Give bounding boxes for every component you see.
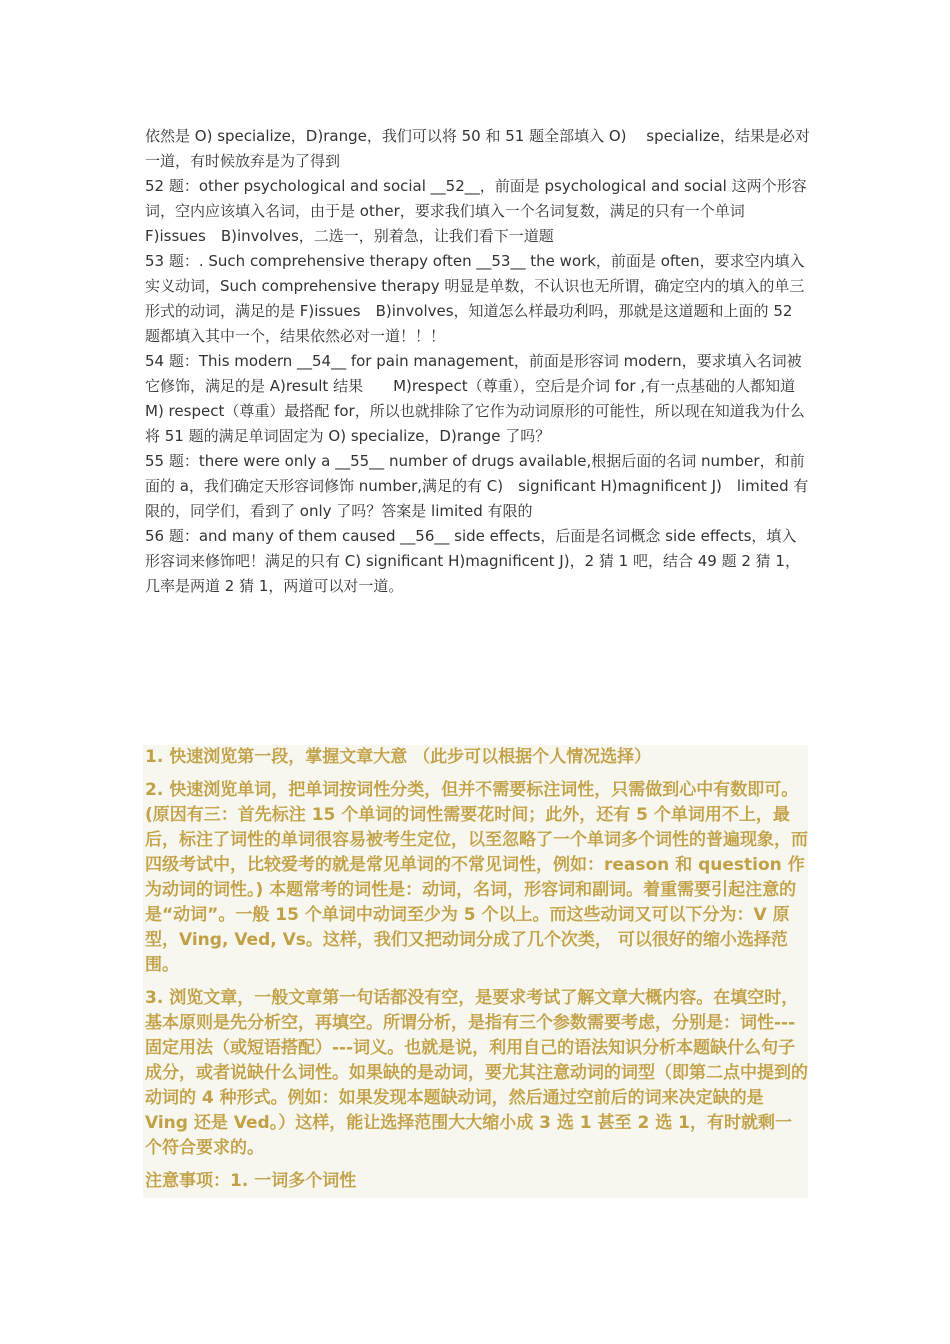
answer-analysis-section bbox=[145, 124, 810, 599]
tip-step-1: 1. 快速浏览第一段，掌握文章大意 （此步可以根据个人情况选择） bbox=[145, 747, 652, 767]
analysis-paragraph-52: 52 题：other psychological and social __52__，前面是 psychological and social 这两个形容词，空内应该填入名词，由于是 other，要求我们填入一个名词复数，满足的只有一个单词 F)issues B)involves，二选一，别着急，让我们看下一道题 bbox=[145, 177, 807, 245]
strategy-tips-section bbox=[143, 745, 808, 1198]
analysis-paragraph-54: 54 题：This modern __54__ for pain management，前面是形容词 modern，要求填入名词被它修饰，满足的是 A)result 结果 M)respect（尊重），空后是介词 for ,有一点基础的人都知道 M) respect（尊重）最搭配 for，所以也就排除了它作为动词原形的可能性，所以现在知道我为什么将 51 题的满足单词固定为 O) specialize，D)range 了吗？ bbox=[145, 352, 805, 445]
analysis-paragraph-50-51: 依然是 O) specialize，D)range，我们可以将 50 和 51 题全部填入 O) specialize，结果是必对一道，有时候放弃是为了得到 bbox=[145, 127, 810, 170]
analysis-paragraph-56: 56 题：and many of them caused __56__ side effects，后面是名词概念 side effects，填入形容词来修饰吧！满足的只有 C) significant H)magnificent J)，2 猜 1 吧，结合 49 题 2 猜 1，几率是两道 2 猜 1，两道可以对一道。 bbox=[145, 527, 800, 595]
analysis-paragraph-53: 53 题：. Such comprehensive therapy often __53__ the work，前面是 often，要求空内填入实义动词，Such comprehensive therapy 明显是单数，不认识也无所谓，确定空内的填入的单三形式的动词，满足的是 F)issues B)involves，知道怎么样最功利吗，那就是这道题和上面的 52 题都填入其中一个，结果依然必对一道！！！ bbox=[145, 252, 805, 345]
tip-step-3: 3. 浏览文章，一般文章第一句话都没有空，是要求考试了解文章大概内容。在填空时，基本原则是先分析空，再填空。所谓分析，是指有三个参数需要考虑，分别是：词性---固定用法（或短语搭配）---词义。也就是说，利用自己的语法知识分析本题缺什么句子成分，或者说缺什么词性。如果缺的是动词，要尤其注意动词的词型（即第二点中提到的动词的 4 种形式。例如：如果发现本题缺动词，然后通过空前后的词来决定缺的是 Ving 还是 Ved。）这样，能让选择范围大大缩小成 3 选 1 甚至 2 选 1，有时就剩一个符合要求的。 bbox=[145, 988, 808, 1158]
tip-notes-heading: 注意事项：1. 一词多个词性 bbox=[145, 1171, 357, 1191]
analysis-paragraph-55: 55 题：there were only a __55__ number of drugs available,根据后面的名词 number，和前面的 a，我们确定天形容词修饰 number,满足的有 C) significant H)magnificent J) limited 有限的，同学们，看到了 only 了吗？答案是 limited 有限的 bbox=[145, 452, 809, 520]
tip-step-2: 2. 快速浏览单词，把单词按词性分类，但并不需要标注词性，只需做到心中有数即可。(原因有三：首先标注 15 个单词的词性需要花时间；此外，还有 5 个单词用不上，最后，标注了词性的单词很容易被考生定位，以至忽略了一个单词多个词性的普遍现象，而四级考试中，比较爱考的就是常见单词的不常见词性，例如：reason 和 question 作为动词的词性。) 本题常考的词性是：动词，名词，形容词和副词。着重需要引起注意的是“动词”。一般 15 个单词中动词至少为 5 个以上。而这些动词又可以下分为：V 原型，Ving, Ved, Vs。这样，我们又把动词分成了几个次类， 可以很好的缩小选择范围。 bbox=[145, 780, 808, 975]
